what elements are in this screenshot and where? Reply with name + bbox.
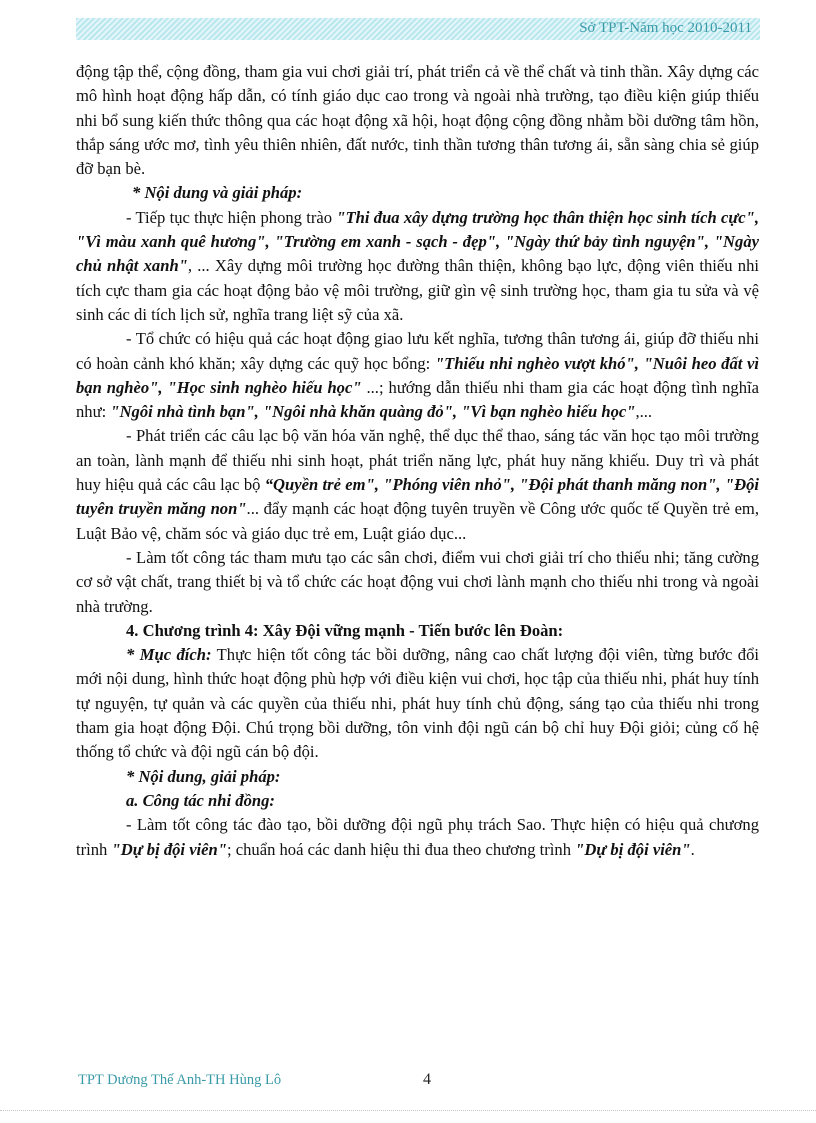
text-run: - Phát triển các câu lạc bộ văn hóa văn nghệ, thể dục thể thao, sáng tác văn học tạo môi trường an toàn, lành mạnh để thiếu nhi sinh hoạt, phát triển năng lực, phát huy năng khiếu. Duy trì và phát huy hiệu quả các câu lạc bộ xyxy=(76,426,759,495)
text-run: ,... xyxy=(635,402,653,422)
emphasis-text: "Thiếu nhi nghèo vượt khó", "Nuôi heo đất vì bạn nghèo", "Học sinh nghèo hiếu học" xyxy=(76,353,760,397)
emphasis-text: "Thi đua xây dựng trường học thân thiện học sinh tích cực", "Vì màu xanh quê hương", "Trường em xanh - sạch - đẹp", "Ngày thứ bảy tình nguyện", "Ngày chủ nhật xanh" xyxy=(76,207,759,276)
text-run: - Tổ chức có hiệu quả các hoạt động giao lưu kết nghĩa, tương thân tương ái, giúp đỡ thiếu nhi có hoàn cảnh khó khăn; xây dựng các quỹ học bổng: xyxy=(76,329,759,373)
footer-author: TPT Dương Thế Anh-TH Hùng Lô xyxy=(78,1072,282,1088)
emphasis-text: "Ngôi nhà tình bạn", "Ngôi nhà khăn quàng đỏ", "Vì bạn nghèo hiếu học" xyxy=(110,402,636,422)
section-heading: * Nội dung, giải pháp: xyxy=(126,766,281,786)
text-run: . xyxy=(690,839,695,859)
emphasis-text: "Dự bị đội viên" xyxy=(111,839,227,859)
emphasis-text: * Mục đích: xyxy=(126,645,212,665)
paragraph: động tập thể, cộng đồng, tham gia vui chơi giải trí, phát triển cả về thể chất và tinh thần. Xây dựng các mô hình hoạt động hấp dẫn, có tính giáo dục cao trong và ngoài nhà trường, tạo điều kiện giúp thiếu nhi bổ sung kiến thức thông qua các hoạt động xã hội, hoạt động cộng đồng nhằm bồi dưỡng tâm hồn, thắp sáng ước mơ, tình yêu thiên nhiên, đất nước, tinh thần tương thân tương ái, sẵn sàng chia sẻ giúp đỡ bạn bè. xyxy=(76,62,759,179)
text-run: ...; hướng dẫn thiếu nhi tham gia các hoạt động tình nghĩa như: xyxy=(76,377,759,422)
paragraph xyxy=(76,327,759,424)
paragraph: - Làm tốt công tác tham mưu tạo các sân chơi, điểm vui chơi giải trí cho thiếu nhi; tăng cường cơ sở vật chất, trang thiết bị và tổ chức các hoạt động vui chơi lành mạnh cho thiếu nhi trong và ngoài nhà trường. xyxy=(76,547,759,616)
text-run: , ... Xây dựng môi trường học đường thân thiện, không bạo lực, động viên thiếu nhi tích cực tham gia các hoạt động bảo vệ môi trường, giữ gìn vệ sinh trường học, tham gia tu sửa và vệ sinh các di tích lịch sử, nghĩa trang liệt sỹ của xã. xyxy=(76,256,760,324)
text-run: ... đẩy mạnh các hoạt động tuyên truyền về Công ước quốc tế Quyền trẻ em, Luật Bảo vệ, chăm sóc và giáo dục trẻ em, Luật giáo dục... xyxy=(76,499,759,543)
document-body xyxy=(76,60,759,862)
text-run: ; chuẩn hoá các danh hiệu thi đua theo chương trình xyxy=(226,839,576,859)
subsection-heading: a. Công tác nhi đồng: xyxy=(126,790,275,810)
page-number: 4 xyxy=(423,1071,431,1088)
text-run: - Tiếp tục thực hiện phong trào xyxy=(126,207,337,227)
paragraph xyxy=(76,643,759,764)
text-run: - Làm tốt công tác đào tạo, bồi dưỡng đội ngũ phụ trách Sao. Thực hiện có hiệu quả chương trình xyxy=(76,815,759,859)
emphasis-text: "Dự bị đội viên" xyxy=(575,839,691,859)
text-run: Thực hiện tốt công tác bồi dưỡng, nâng cao chất lượng đội viên, từng bước đổi mới nội dung, hình thức hoạt động phù hợp với điều kiện vui chơi, học tập của thiếu nhi, phát huy tính tự nguyện, tự quản và các quyền của thiếu nhi, phát huy tính chủ động, sáng tạo của thiếu nhi trong tham gia hoạt động Đội. Chú trọng bồi dưỡng, tôn vinh đội ngũ cán bộ chỉ huy Đội giỏi; củng cố hệ thống tổ chức và đội ngũ cán bộ đội. xyxy=(76,645,760,762)
header-band xyxy=(76,18,760,40)
section-heading: * Nội dung và giải pháp: xyxy=(132,183,303,203)
paragraph xyxy=(76,206,759,327)
program-heading: 4. Chương trình 4: Xây Đội vững mạnh - Tiến bước lên Đoàn: xyxy=(126,620,564,640)
footer-divider xyxy=(0,1110,816,1111)
header-title: Sở TPT-Năm học 2010-2011 xyxy=(579,20,752,36)
paragraph xyxy=(76,813,759,862)
emphasis-text: “Quyền trẻ em", "Phóng viên nhỏ", "Đội phát thanh măng non", "Đội tuyên truyền măng non" xyxy=(76,475,760,519)
paragraph xyxy=(76,424,759,545)
